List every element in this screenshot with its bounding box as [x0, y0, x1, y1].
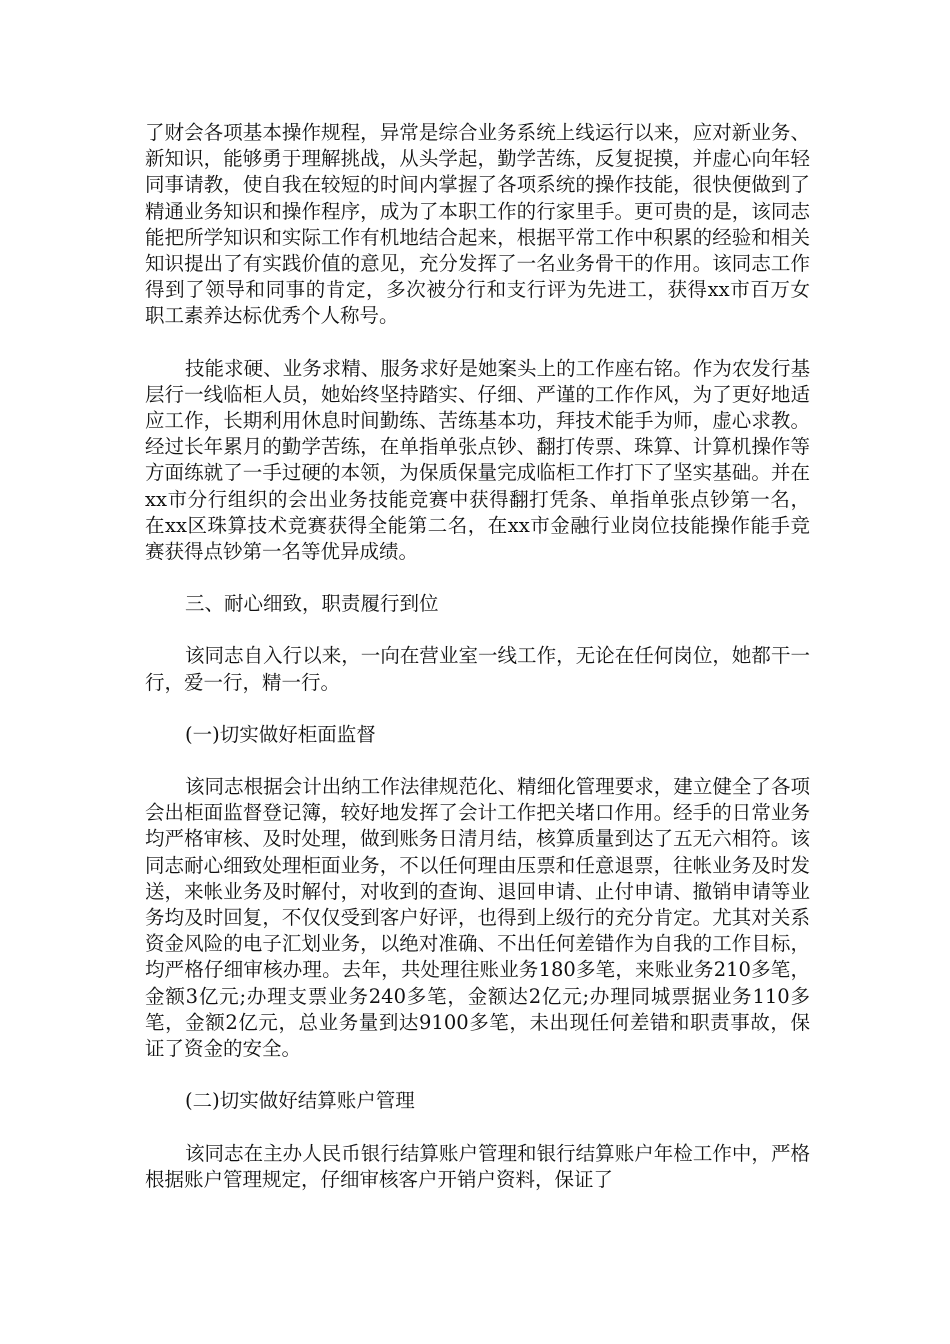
paragraph-account-management: 该同志在主办人民币银行结算账户管理和银行结算账户年检工作中，严格根据账户管理规定，仔细审核客户开销户资料，保证了 — [145, 1141, 810, 1191]
paragraph-intro: 该同志自入行以来，一向在营业室一线工作，无论在任何岗位，她都干一行，爱一行，精一行。 — [145, 644, 810, 694]
section-heading-three: 三、耐心细致，职责履行到位 — [185, 592, 439, 616]
subheading-counter-supervision: (一)切实做好柜面监督 — [185, 722, 376, 746]
paragraph-continued: 了财会各项基本操作规程，异常是综合业务系统上线运行以来，应对新业务、新知识，能够勇于理解挑战，从头学起，勤学苦练，反复捉摸，并虚心向年轻同事请教，使自我在较短的时间内掌握了各项系统的操作技能，很快便做到了精通业务知识和操作程序，成为了本职工作的行家里手。更可贵的是，该同志能把所学知识和实际工作有机地结合起来，根据平常工作中积累的经验和相关知识提出了有实践价值的意见，充分发挥了一名业务骨干的作用。该同志工作得到了领导和同事的肯定，多次被分行和支行评为先进工，获得xx市百万女职工素养达标优秀个人称号。 — [145, 121, 810, 328]
paragraph-skills: 技能求硬、业务求精、服务求好是她案头上的工作座右铭。作为农发行基层行一线临柜人员，她始终坚持踏实、仔细、严谨的工作作风，为了更好地适应工作，长期利用休息时间勤练、苦练基本功，拜技术能手为师，虚心求教。经过长年累月的勤学苦练，在单指单张点钞、翻打传票、珠算、计算机操作等方面练就了一手过硬的本领，为保质保量完成临柜工作打下了坚实基础。并在xx市分行组织的会出业务技能竞赛中获得翻打凭条、单指单张点钞第一名，在xx区珠算技术竞赛获得全能第二名，在xx市金融行业岗位技能操作能手竞赛获得点钞第一名等优异成绩。 — [145, 356, 810, 564]
paragraph-counter-supervision: 该同志根据会计出纳工作法律规范化、精细化管理要求，建立健全了各项会出柜面监督登记簿，较好地发挥了会计工作把关堵口作用。经手的日常业务均严格审核、及时处理，做到账务日清月结，核算质量到达了五无六相符。该同志耐心细致处理柜面业务，不以任何理由压票和任意退票，往帐业务及时发送，来帐业务及时解付，对收到的查询、退回申请、止付申请、撤销申请等业务均及时回复，不仅仅受到客户好评，也得到上级行的充分肯定。尤其对关系资金风险的电子汇划业务，以绝对准确、不出任何差错作为自我的工作目标，均严格仔细审核办理。去年，共处理往账业务180多笔，来账业务210多笔，金额3亿元;办理支票业务240多笔，金额达2亿元;办理同城票据业务110多笔，金额2亿元，总业务量到达9100多笔，未出现任何差错和职责事故，保证了资金的安全。 — [145, 775, 810, 1061]
document-page — [145, 120, 810, 1219]
subheading-account-management: (二)切实做好结算账户管理 — [185, 1089, 415, 1113]
